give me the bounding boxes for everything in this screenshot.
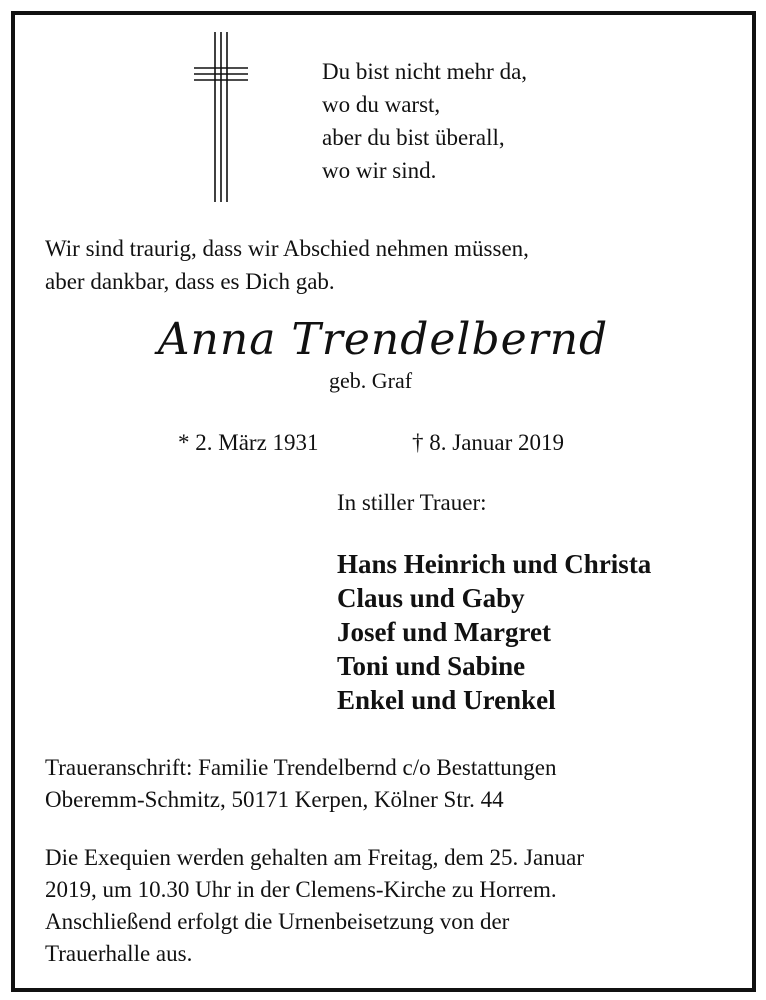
family-list <box>337 547 651 717</box>
intro-text <box>45 232 529 298</box>
death-date: † 8. Januar 2019 <box>412 430 565 455</box>
cross-icon <box>193 30 249 204</box>
mourning-address <box>45 752 556 816</box>
family-member: Hans Heinrich und Christa <box>337 549 652 579</box>
verse <box>322 55 527 187</box>
verse-line: Du bist nicht mehr da, <box>322 59 528 84</box>
verse-line: wo du warst, <box>322 92 441 117</box>
service-line: Anschließend erfolgt die Urnenbeisetzung von der <box>45 909 510 934</box>
verse-line: wo wir sind. <box>322 158 437 183</box>
maiden-name: geb. Graf <box>329 368 413 393</box>
family-member: Enkel und Urenkel <box>337 685 556 715</box>
service-line: Trauerhalle aus. <box>45 941 193 966</box>
family-member: Toni und Sabine <box>337 651 526 681</box>
family-member: Josef und Margret <box>337 617 551 647</box>
service-info <box>45 842 584 970</box>
mourning-heading: In stiller Trauer: <box>337 490 487 515</box>
address-line: Traueranschrift: Familie Trendelbernd c/o Bestattungen <box>45 755 557 780</box>
intro-line: aber dankbar, dass es Dich gab. <box>45 269 335 294</box>
verse-line: aber du bist überall, <box>322 125 505 150</box>
family-member: Claus und Gaby <box>337 583 525 613</box>
intro-line: Wir sind traurig, dass wir Abschied nehmen müssen, <box>45 236 529 261</box>
deceased-name: Anna Trendelbernd <box>157 314 609 365</box>
address-line: Oberemm-Schmitz, 50171 Kerpen, Kölner Str. 44 <box>45 787 504 812</box>
service-line: Die Exequien werden gehalten am Freitag, dem 25. Januar <box>45 845 585 870</box>
birth-date: * 2. März 1931 <box>178 430 319 455</box>
service-line: 2019, um 10.30 Uhr in der Clemens-Kirche zu Horrem. <box>45 877 557 902</box>
